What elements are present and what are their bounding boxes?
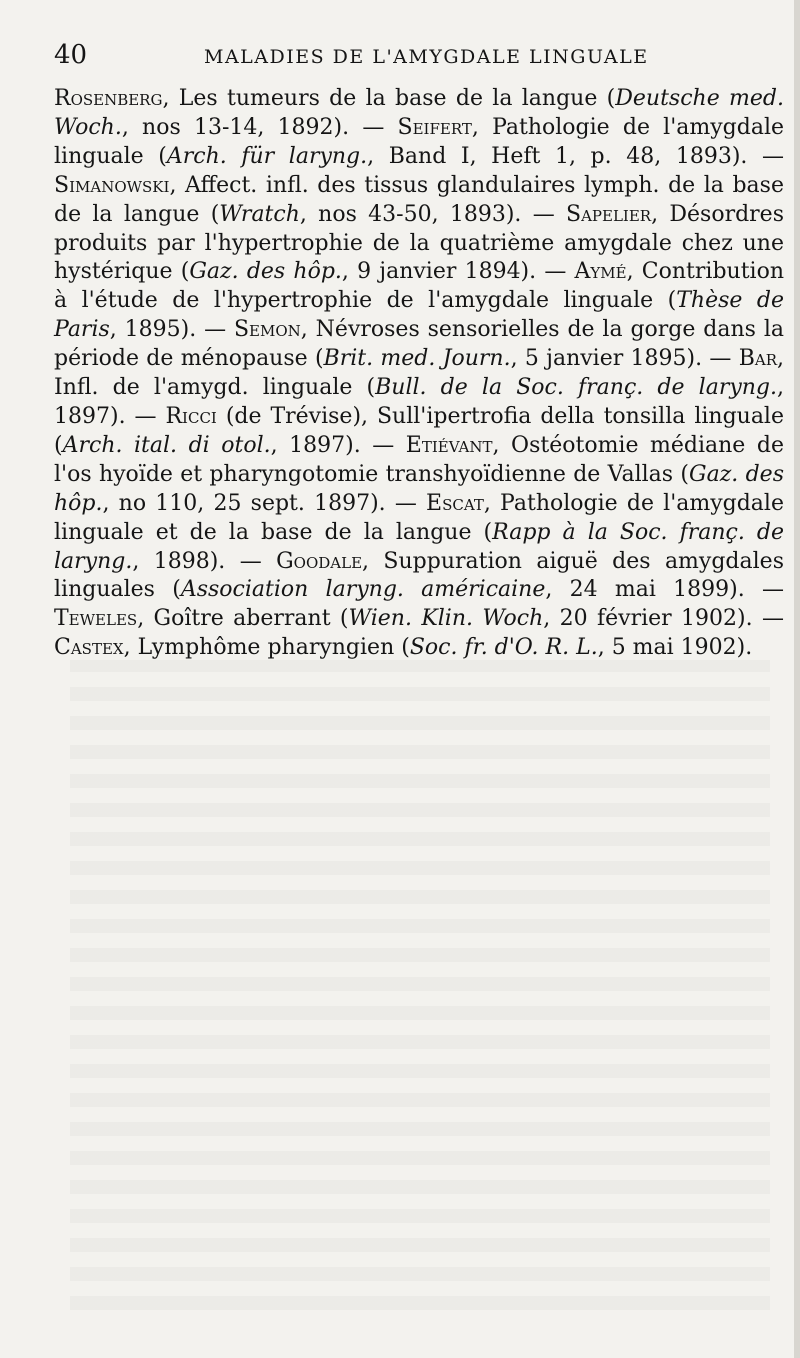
journal-title: Thèse de Paris: [54, 288, 784, 343]
journal-title: Arch. ital. di otol.: [62, 432, 271, 458]
text-segment: , 24 mai 1899). —: [545, 577, 784, 603]
author-rosenberg: Rosenberg: [54, 86, 163, 111]
text-segment: (de Trévise), Sull'ipertrofia della tonsilla linguale (: [54, 403, 784, 458]
journal-title: Wien. Klin. Woch: [348, 606, 544, 632]
journal-title: Rapp à la Soc. franç. de laryng.: [54, 519, 785, 574]
author-simanowski: Simanowski: [54, 172, 170, 198]
text-segment: , Suppuration aiguë des amygdales linguales (: [54, 548, 784, 603]
page-header: [54, 38, 794, 72]
text-segment: , 1895). —: [109, 317, 234, 343]
author-ayme: Aymé: [574, 259, 627, 285]
author-castex: Castex: [54, 635, 124, 661]
text-segment: , 20 février 1902). —: [543, 606, 784, 632]
text-segment: , 5 janvier 1895). —: [510, 346, 739, 372]
journal-title: Wratch: [219, 201, 300, 227]
author-sapelier: Sapelier: [566, 201, 652, 227]
text-segment: , Ostéotomie médiane de l'os hyoïde et pharyngotomie transhyoïdienne de Vallas (: [54, 432, 784, 487]
text-segment: , Infl. de l'amygd. linguale (: [54, 346, 784, 401]
author-semon: Semon: [233, 317, 301, 343]
author-goodale: Goodale: [276, 548, 363, 574]
text-segment: , Pathologie de l'amygdale linguale et de la base de la langue (: [54, 490, 784, 545]
journal-title: Deutsche med. Woch.: [54, 86, 784, 140]
text-segment: , Contribution à l'étude de l'hypertrophie de l'amygdale linguale (: [54, 259, 784, 314]
running-title: MALADIES DE L'AMYGDALE LINGUALE: [204, 46, 649, 68]
author-ricci: Ricci: [165, 403, 217, 429]
journal-title: Gaz. des hôp.: [189, 259, 342, 285]
author-escat: Escat: [426, 490, 484, 516]
journal-title: Bull. de la Soc. franç. de laryng.: [375, 375, 778, 401]
text-segment: , Névroses sensorielles de la gorge dans la période de ménopause (: [54, 317, 784, 372]
page-number: 40: [54, 40, 88, 70]
journal-title: Gaz. des hôp.: [54, 461, 784, 516]
bibliography-paragraph: [54, 85, 784, 663]
text-segment: , nos 43-50, 1893). —: [299, 201, 567, 227]
author-bar: Bar: [738, 346, 777, 372]
journal-title: Association laryng. américaine: [180, 577, 546, 603]
text-segment: , Les tumeurs de la base de la langue (: [162, 86, 616, 111]
author-teweles: Teweles: [54, 606, 138, 632]
text-segment: , Goître aberrant (: [137, 606, 349, 632]
page-edge: [794, 0, 800, 1358]
text-segment: , 1898). —: [132, 548, 277, 574]
text-segment: , 1897). —: [54, 375, 785, 429]
journal-title: Brit. med. Journ.: [323, 346, 511, 372]
text-segment: , Pathologie de l'amygdale linguale (: [54, 114, 784, 169]
bleed-through-texture: [70, 660, 770, 1310]
journal-title: Soc. fr. d'O. R. L.: [409, 635, 598, 661]
text-segment: , Band I, Heft 1, p. 48, 1893). —: [367, 143, 785, 169]
author-etievant: Etiévant: [405, 432, 493, 458]
text-segment: , 1897). —: [270, 432, 406, 458]
text-segment: , Désordres produits par l'hypertrophie de la quatrième amygdale chez une hystérique (: [54, 201, 784, 285]
journal-title: Arch. für laryng.: [166, 143, 368, 169]
author-seifert: Seifert: [397, 114, 472, 140]
text-segment: , Affect. infl. des tissus glandulaires lymph. de la base de la langue (: [54, 172, 784, 227]
text-segment: , Lymphôme pharyngien (: [123, 635, 410, 661]
text-segment: , 9 janvier 1894). —: [341, 259, 575, 285]
text-segment: , 5 mai 1902).: [597, 635, 753, 661]
text-segment: , no 110, 25 sept. 1897). —: [102, 490, 427, 516]
text-segment: , nos 13-14, 1892). —: [121, 114, 398, 140]
